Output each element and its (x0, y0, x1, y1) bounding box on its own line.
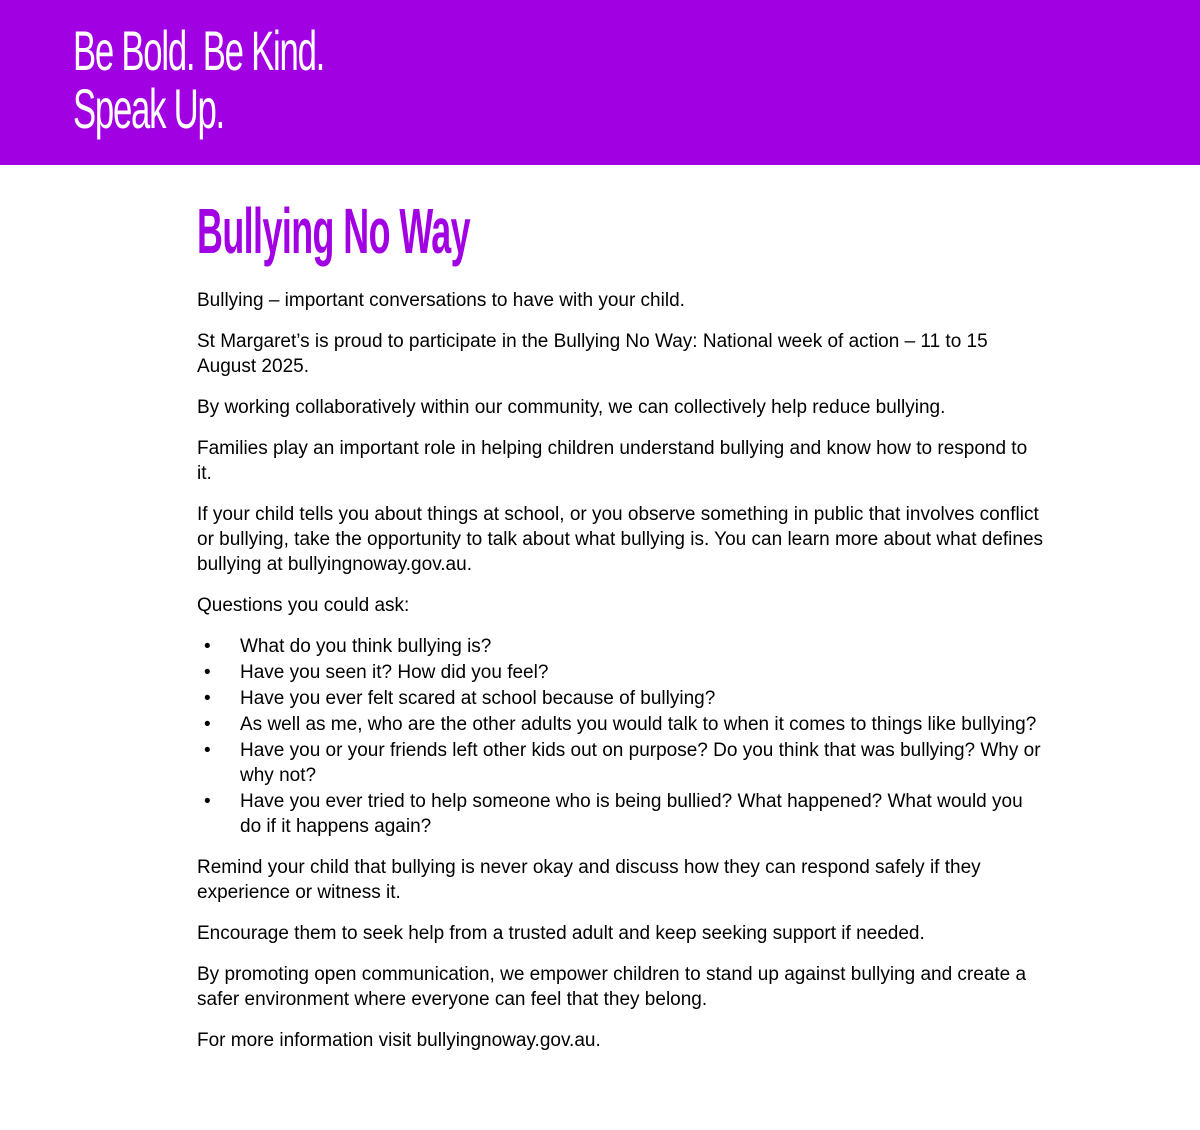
slogan (73, 19, 325, 140)
community-paragraph: By working collaboratively within our community, we can collectively help reduce bullying. (197, 397, 946, 418)
participation-paragraph: St Margaret’s is proud to participate in the Bullying No Way: National week of action – 11 to 15 August 2025. (197, 331, 988, 377)
question-text: Have you ever tried to help someone who is being bullied? What happened? What would you do if it happens again? (240, 791, 1023, 837)
conversation-paragraph: If your child tells you about things at school, or you observe something in public that involves conflict or bullying, take the opportunity to talk about what bullying is. You can learn more about what defines bullying at bullyingnoway.gov.au. (197, 504, 1044, 575)
communication-paragraph: By promoting open communication, we empower children to stand up against bullying and create a safer environment where everyone can feel that they belong. (197, 964, 1027, 1010)
page-title: Bullying No Way (197, 195, 471, 267)
question-text: Have you or your friends left other kids out on purpose? Do you think that was bullying? Why or why not? (240, 740, 1041, 786)
list-item (197, 738, 1047, 788)
list-item (197, 660, 1047, 685)
bullet-icon: • (204, 740, 211, 761)
remind-paragraph: Remind your child that bullying is never okay and discuss how they can respond safely if they experience or witness it. (197, 857, 981, 903)
list-item (197, 634, 1047, 659)
questions-heading: Questions you could ask: (197, 595, 410, 616)
bullet-icon: • (204, 636, 211, 657)
bullet-icon: • (204, 662, 211, 683)
header-banner (0, 0, 1200, 165)
list-item (197, 686, 1047, 711)
question-text: Have you seen it? How did you feel? (240, 662, 549, 683)
intro-paragraph: Bullying – important conversations to have with your child. (197, 290, 685, 311)
list-item (197, 789, 1047, 839)
more-info-paragraph: For more information visit bullyingnoway.gov.au. (197, 1030, 601, 1051)
bullet-icon: • (204, 791, 211, 812)
questions-list (197, 634, 1047, 839)
bullet-icon: • (204, 688, 211, 709)
bullet-icon: • (204, 714, 211, 735)
question-text: As well as me, who are the other adults you would talk to when it comes to things like bullying? (240, 714, 1037, 735)
slogan-line-2: Speak Up. (73, 77, 224, 140)
article (197, 196, 1047, 1069)
question-text: Have you ever felt scared at school because of bullying? (240, 688, 716, 709)
families-paragraph: Families play an important role in helping children understand bullying and know how to respond to it. (197, 438, 1028, 484)
list-item (197, 712, 1047, 737)
slogan-line-1: Be Bold. Be Kind. (73, 19, 325, 82)
question-text: What do you think bullying is? (240, 636, 492, 657)
encourage-paragraph: Encourage them to seek help from a trusted adult and keep seeking support if needed. (197, 923, 925, 944)
